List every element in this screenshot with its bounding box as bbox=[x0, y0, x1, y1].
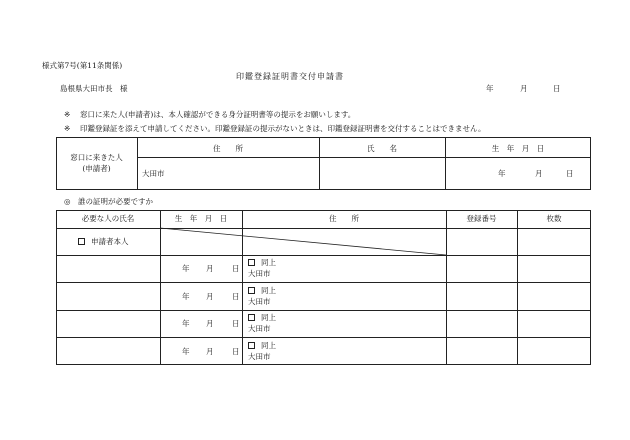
applicant-address-header: 住 所 bbox=[213, 144, 243, 153]
form-number: 様式第7号(第11条関係) bbox=[42, 61, 123, 70]
date-month-label: 月 bbox=[520, 84, 528, 93]
cert-count-header: 枚数 bbox=[546, 214, 562, 223]
row-day: 日 bbox=[232, 319, 240, 328]
applicant-row-label: 窓口に来きた人 bbox=[70, 153, 123, 162]
self-label: 申請者本人 bbox=[91, 237, 129, 246]
row-year: 年 bbox=[182, 264, 190, 273]
applicant-birth-year: 年 bbox=[498, 169, 506, 178]
cert-regno-header: 登録番号 bbox=[466, 214, 497, 223]
note-registration-card: 印鑑登録証を添えて申請してください。印鑑登録証の提示がないときは、印鑑登録証明書を交付することはできません。 bbox=[80, 124, 486, 133]
checkbox-icon bbox=[248, 314, 255, 321]
section2-title: ◎ 誰の証明が必要ですか bbox=[64, 197, 154, 206]
same-address-checkbox[interactable] bbox=[248, 313, 276, 322]
checkbox-icon bbox=[248, 342, 255, 349]
same-label: 同上 bbox=[261, 341, 276, 350]
note-mark: ※ bbox=[64, 124, 71, 133]
form-title: 印鑑登録証明書交付申請書 bbox=[236, 72, 344, 81]
city-prefix: 大田市 bbox=[248, 269, 271, 278]
same-label: 同上 bbox=[261, 313, 276, 322]
cert-birth-header: 生 年 月 日 bbox=[174, 214, 228, 223]
cert-address-header: 住 所 bbox=[329, 214, 359, 223]
applicant-birth-month: 月 bbox=[535, 169, 543, 178]
row-month: 月 bbox=[206, 347, 214, 356]
row-day: 日 bbox=[232, 347, 240, 356]
row-day: 日 bbox=[232, 292, 240, 301]
city-prefix: 大田市 bbox=[248, 352, 271, 361]
row-month: 月 bbox=[206, 292, 214, 301]
row-month: 月 bbox=[206, 319, 214, 328]
city-prefix: 大田市 bbox=[248, 297, 271, 306]
applicant-address-field[interactable] bbox=[170, 160, 315, 188]
row-month: 月 bbox=[206, 264, 214, 273]
applicant-address-prefix: 大田市 bbox=[142, 169, 165, 178]
date-year-label: 年 bbox=[486, 84, 494, 93]
applicant-name-field[interactable] bbox=[321, 160, 443, 188]
same-label: 同上 bbox=[261, 286, 276, 295]
applicant-row-sublabel: (申請者) bbox=[82, 164, 111, 173]
diagonal-strike bbox=[160, 228, 446, 255]
row-year: 年 bbox=[182, 292, 190, 301]
self-checkbox[interactable] bbox=[78, 237, 129, 246]
checkbox-icon bbox=[78, 238, 85, 245]
city-prefix: 大田市 bbox=[248, 324, 271, 333]
note-mark: ※ bbox=[64, 110, 71, 119]
date-day-label: 日 bbox=[553, 84, 561, 93]
checkbox-icon bbox=[248, 259, 255, 266]
applicant-birth-day: 日 bbox=[566, 169, 574, 178]
same-address-checkbox[interactable] bbox=[248, 286, 276, 295]
addressee: 島根県大田市長 様 bbox=[60, 84, 128, 93]
same-address-checkbox[interactable] bbox=[248, 258, 276, 267]
same-label: 同上 bbox=[261, 258, 276, 267]
note-identity: 窓口に来た人(申請者)は、本人確認ができる身分証明書等の提示をお願いします。 bbox=[80, 110, 356, 119]
applicant-name-header: 氏 名 bbox=[367, 144, 397, 153]
same-address-checkbox[interactable] bbox=[248, 341, 276, 350]
checkbox-icon bbox=[248, 287, 255, 294]
row-year: 年 bbox=[182, 319, 190, 328]
cert-name-header: 必要な人の氏名 bbox=[81, 214, 135, 223]
applicant-birth-header: 生 年 月 日 bbox=[491, 144, 545, 153]
row-year: 年 bbox=[182, 347, 190, 356]
row-day: 日 bbox=[232, 264, 240, 273]
